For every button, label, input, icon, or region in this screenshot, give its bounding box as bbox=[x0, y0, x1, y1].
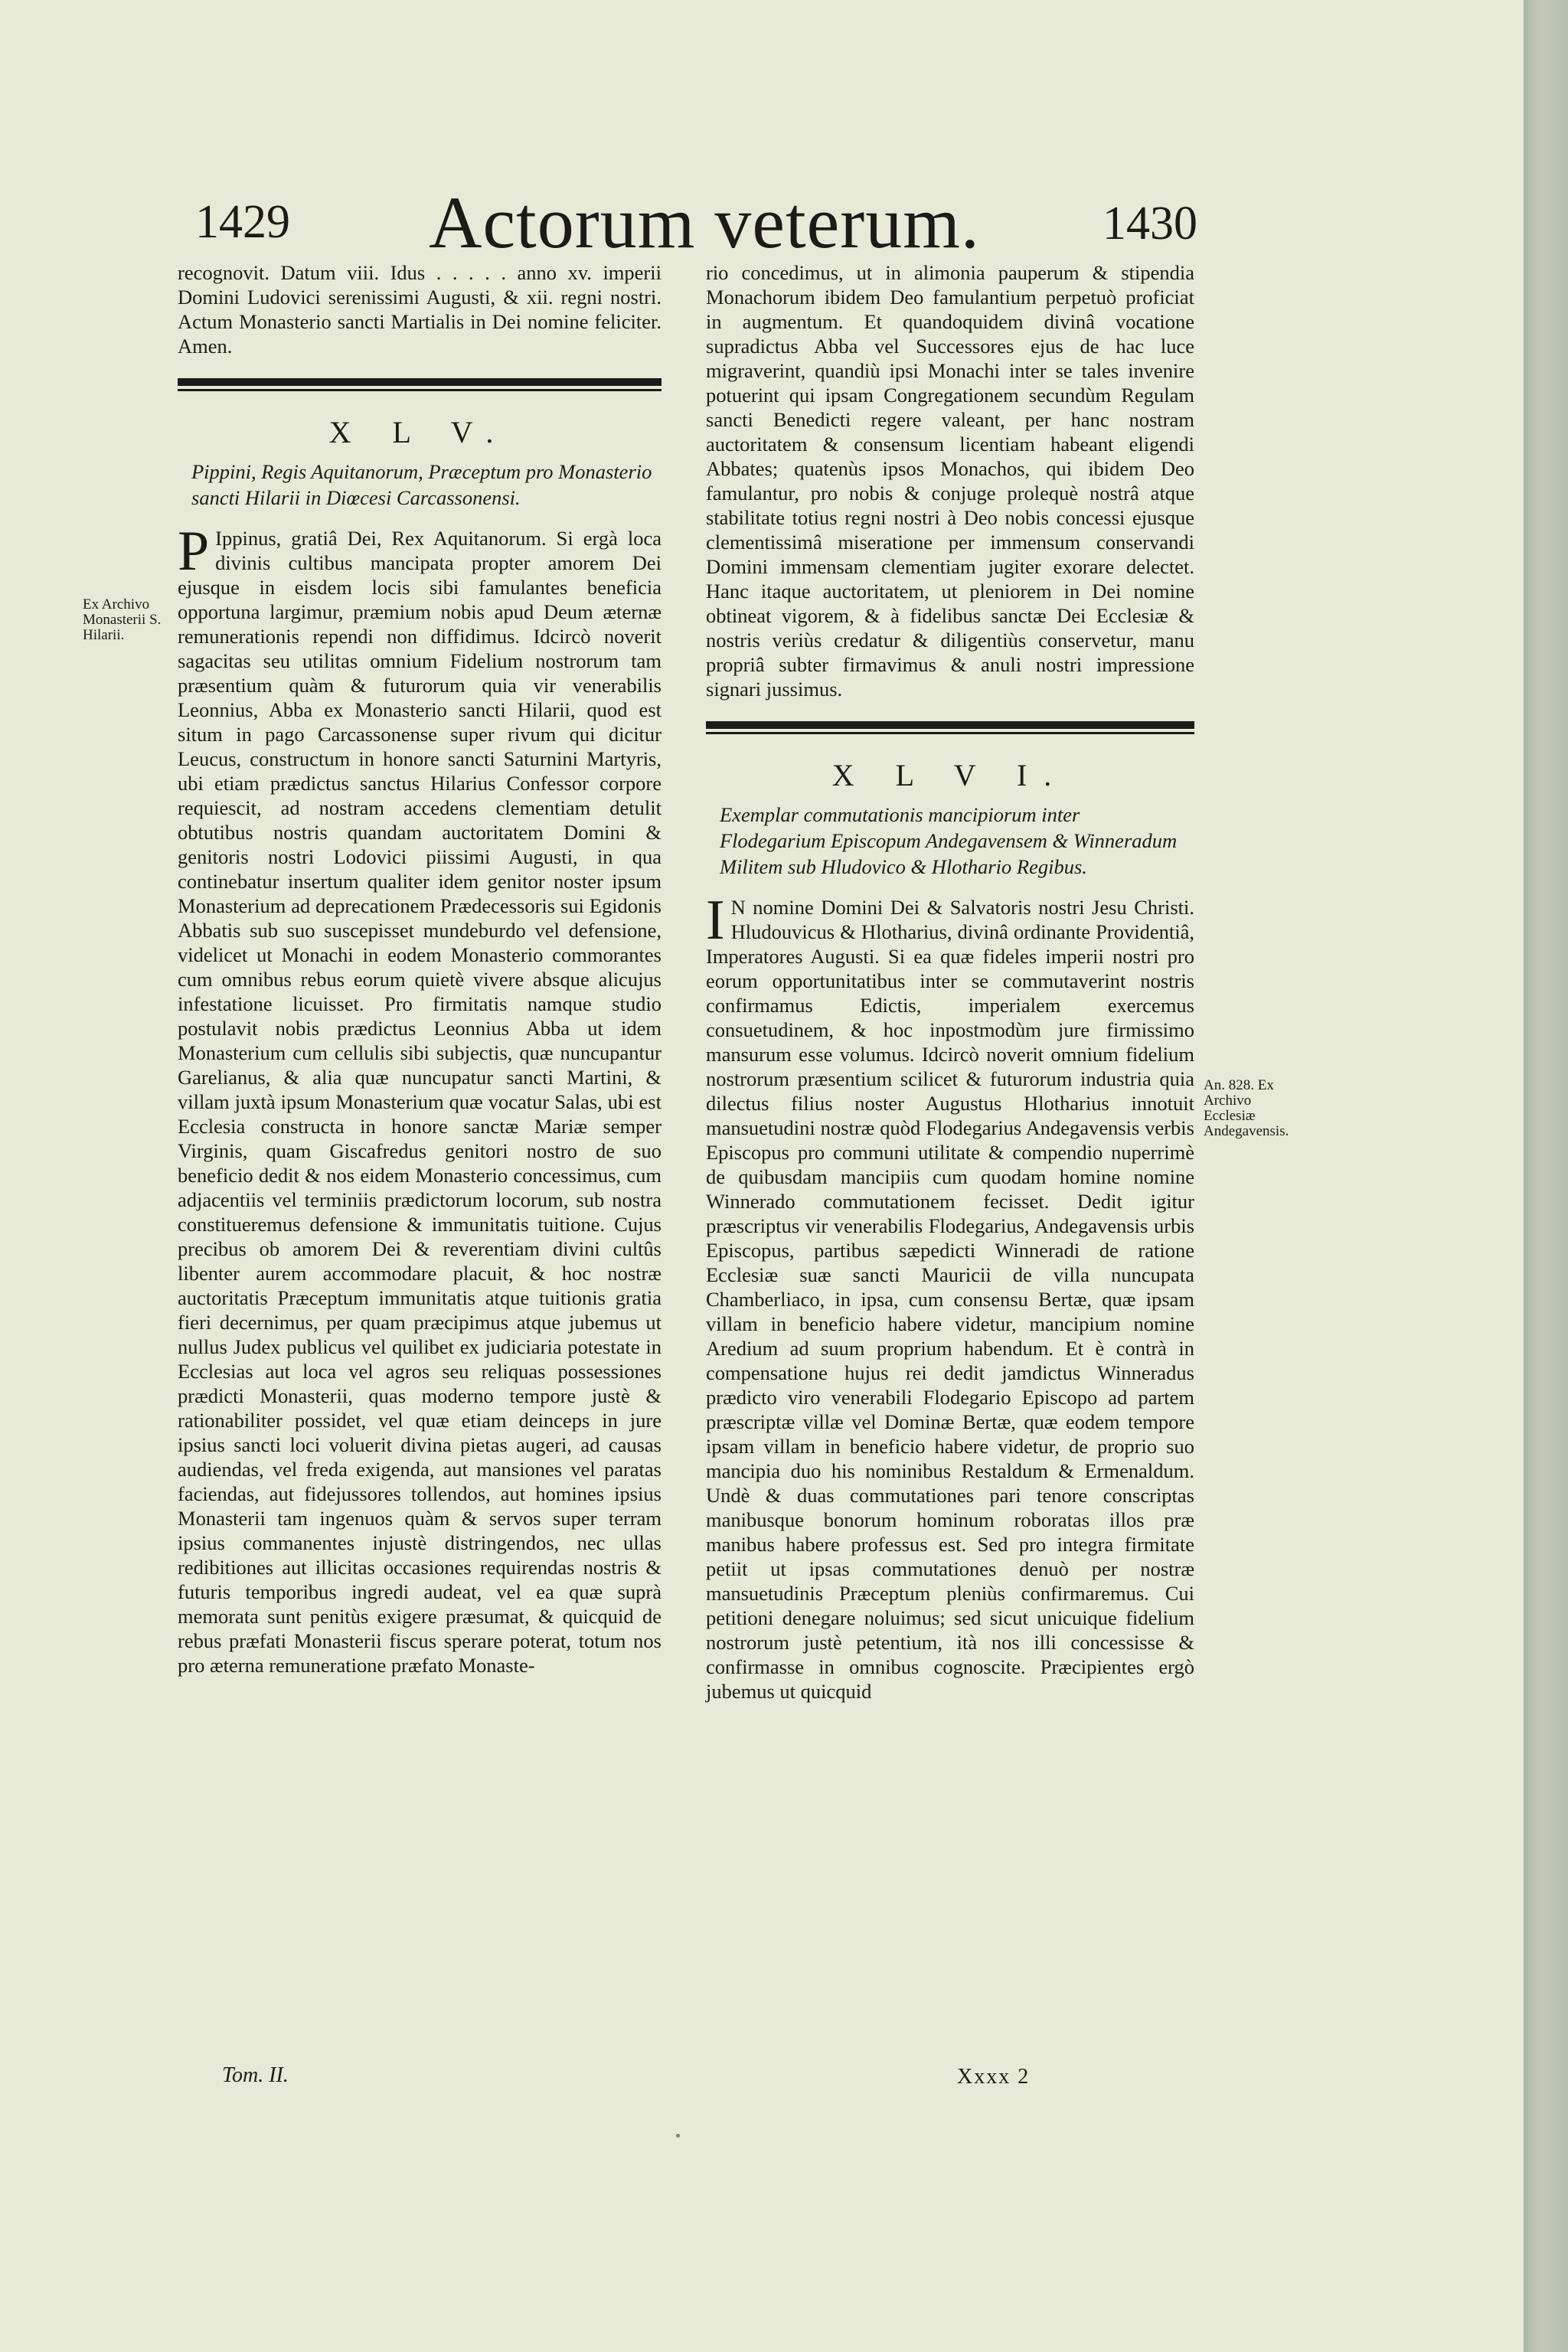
right-column bbox=[706, 260, 1194, 1704]
section-number: X L V. bbox=[328, 415, 511, 449]
section-title: Exemplar commutationis mancipiorum inter Flodegarium Episcopum Andegavensem & Winneradum Militem sub Hludovico & Hlothario Regibus. bbox=[720, 803, 1178, 878]
running-header bbox=[0, 180, 1531, 264]
body-text: N nomine Domini Dei & Salvatoris nostri Jesu Christi. Hludouvicus & Hlotharius, divinâ ordinante Providentiâ, Imperatores Augusti. Si ea quæ fideles imperii nostri pro eorum opportunitatibus inter se commutaverint nostris confirmamus Edictis, imperialem exercemus consuetudinem, & hoc inpostmodùm jure firmissimo mansurum esse volumus. Idcircò noverit omnium fidelium nostrorum præsentium scilicet & futurorum industria quia dilectus filius noster Augustus Hlotharius innotuit mansuetudini nostræ quòd Flodegarius Andegavensis verbis Episcopus pro communi utilitate & compendio nuperrimè de quibusdam mancipiis cum quodam homine nomine Winnerado commutationem fecisset. Dedit igitur præscriptus vir venerabilis Flodegarius, Andegavensis urbis Episcopus, partibus sæpedicti Winneradi de ratione Ecclesiæ suæ sancti Mauricii de villa nuncupata Chamberliaco, in ipsa, cum consensu Bertæ, quæ ipsam villam in beneficio habere videtur, mancipium nomine Aredium ad suum proprium habendum. Et è contrà in compensatione hujus rei dedit jamdictus Winneradus prædicto viro venerabili Flodegario Episcopo ad partem præscriptæ villæ vel Dominæ Bertæ, quæ eodem tempore ipsam villam in beneficio habere videtur, de proprio suo mancipia duo his nominibus Restaldum & Ermenaldum. Undè & duas commutationes pari tenore conscriptas manibusque bonorum hominum roboratas illos præ manibus habere professus est. Sed pro integra firmitate petiit ut ipsas commutationes denuò per nostræ mansuetudinis Præceptum pleniùs confirmaremus. Cui petitioni denegare noluimus; sed sicut unicuique fidelium nostrorum justè petentium, ità nos illi concessisse & confirmasse in omnibus cognoscite. Præcipientes ergò jubemus ut quicquid bbox=[706, 896, 1194, 1703]
body-text: Ippinus, gratiâ Dei, Rex Aquitanorum. Si ergà loca divinis cultibus mancipata propter amorem Dei ejusque in eisdem locis sibi famulantes beneficia opportuna largimur, præmium nobis apud Deum æternæ remunerationis rependi non diffidimus. Idcircò noverit sagacitas seu utilitas omnium Fidelium nostrorum tam præsentium quàm & futurorum quia vir venerabilis Leonnius, Abba ex Monasterio sancti Hilarii, quod est situm in pago Carcassonense super rivum qui dicitur Leucus, constructum in honore sancti Saturnini Martyris, ubi etiam prædictus sanctus Hilarius Confessor corpore requiescit, ad nostram accedens clementiam detulit obtutibus nostris quandam auctoritatem Domini & genitoris nostri Lodovici piissimi Augusti, in qua continebatur insertum qualiter idem genitor noster ipsum Monasterium ad deprecationem Prædecessoris sui Egidonis Abbatis sub suo suscepisset mundeburdo vel defensione, videlicet ut Monachi in eodem Monasterio commorantes cum omnibus rebus eorum quietè vivere absque alicujus infestatione licuisset. Pro firmitatis namque studio postulavit nobis prædictus Leonnius Abba ut idem Monasterium cum cellulis sibi subjectis, quæ nuncupantur Garelianus, & alia quæ nuncupatur sancti Martini, & villam juxtà ipsum Monasterium quæ vocatur Salas, ubi est Ecclesia constructa in honore sanctæ Mariæ semper Virginis, quam Giscafredus genitori nostro de suo beneficio dedit & nos eidem Monasterio concessimus, cum adjacentiis vel terminiis prædictorum locorum, sub nostra constitueremus defensione & immunitatis tuitione. Cujus precibus ob amorem Dei & reverentiam divini cultûs libenter aurem accommodare placuit, & hoc nostræ auctoritatis Præceptum immunitatis atque tuitionis gratia fieri decernimus, per quam præcipimus atque jubemus ut nullus Judex publicus vel quilibet ex judiciaria potestate in Ecclesias aut loca vel agros seu reliquas possessiones prædicti Monasterii, quas moderno tempore justè & rationabiliter possidet, vel quæ etiam deinceps in jure ipsius sancti loci voluerit divina pietas augeri, ad causas audiendas, vel freda exigenda, aut mansiones vel paratas faciendas, aut fidejussores tollendos, aut homines ipsius Monasterii tam ingenuos quàm & servos super terram ipsius commanentes injustè distringendos, nec ullas redibitiones aut illicitas occasiones requirendas nostris & futuris temporibus ingredi audeat, vel ea quæ suprà memorata sunt penitùs exigere præsumat, & quicquid de rebus præfati Monasterii fiscus sperare poterat, totum nos pro æterna remuneratione præfato Monaste- bbox=[178, 527, 662, 1677]
page-number-left: 1429 bbox=[195, 196, 290, 248]
drop-initial: I bbox=[706, 889, 725, 952]
left-column bbox=[178, 260, 662, 1677]
section-divider bbox=[706, 721, 1194, 729]
section-divider bbox=[178, 378, 662, 386]
drop-initial: P bbox=[178, 520, 210, 583]
paper-speck bbox=[676, 2134, 680, 2138]
page-number-right: 1430 bbox=[1102, 198, 1197, 250]
section-divider-thin bbox=[178, 389, 662, 391]
continuation-text: recognovit. Datum viii. Idus . . . . . anno xv. imperii Domini Ludovici serenissimi Augusti, & xii. regni nostri. Actum Monasterio sancti Martialis in Dei nomine feliciter. Amen. bbox=[178, 261, 662, 358]
section-divider-thin bbox=[706, 732, 1194, 734]
section-number: X L V I. bbox=[831, 758, 1069, 792]
section-body bbox=[178, 520, 662, 1677]
gathering-signature: Xxxx 2 bbox=[957, 2065, 1031, 2089]
section-title: Pippini, Regis Aquitanorum, Præceptum pro Monasterio sancti Hilarii in Diœcesi Carcassonensi. bbox=[191, 460, 652, 509]
page-edge bbox=[1524, 0, 1568, 2352]
margin-note-source: Ex Archivo Monasterii S. Hilarii. bbox=[83, 596, 162, 643]
volume-signature: Tom. II. bbox=[222, 2063, 289, 2087]
section-body bbox=[706, 889, 1194, 1704]
continuation-text: rio concedimus, ut in alimonia pauperum & stipendia Monachorum ibidem Deo famulantium perpetuò proficiat in augmentum. Et quandoquidem divinâ vocatione supradictus Abba vel Successores ejus de hac luce migraverint, quandiù ipsi Monachi inter se tales invenire potuerint qui ipsam Congregationem secundùm Regulam sancti Benedicti regere valeant, per hanc nostram auctoritatem & consensum licentiam habeant eligendi Abbates; quatenùs ipsos Monachos, qui ibidem Deo famulantur, pro nobis & conjuge prolequè nostrâ atque stabilitate totius regni nostri à Deo nobis concessi ejusque clementissimâ miseratione per immensum conservandi Domini immensam clementiam jugiter exorare delectet. Hanc itaque auctoritatem, ut pleniorem in Dei nomine obtineat vigorem, & à fidelibus sanctæ Dei Ecclesiæ & nostris veriùs credatur & diligentiùs conservetur, manu propriâ subter firmavimus & anuli nostri impressione signari jussimus. bbox=[706, 261, 1194, 701]
running-title: Actorum veterum. bbox=[429, 181, 980, 263]
margin-note-source: An. 828. Ex Archivo Ecclesiæ Andegavensis. bbox=[1204, 1077, 1289, 1139]
